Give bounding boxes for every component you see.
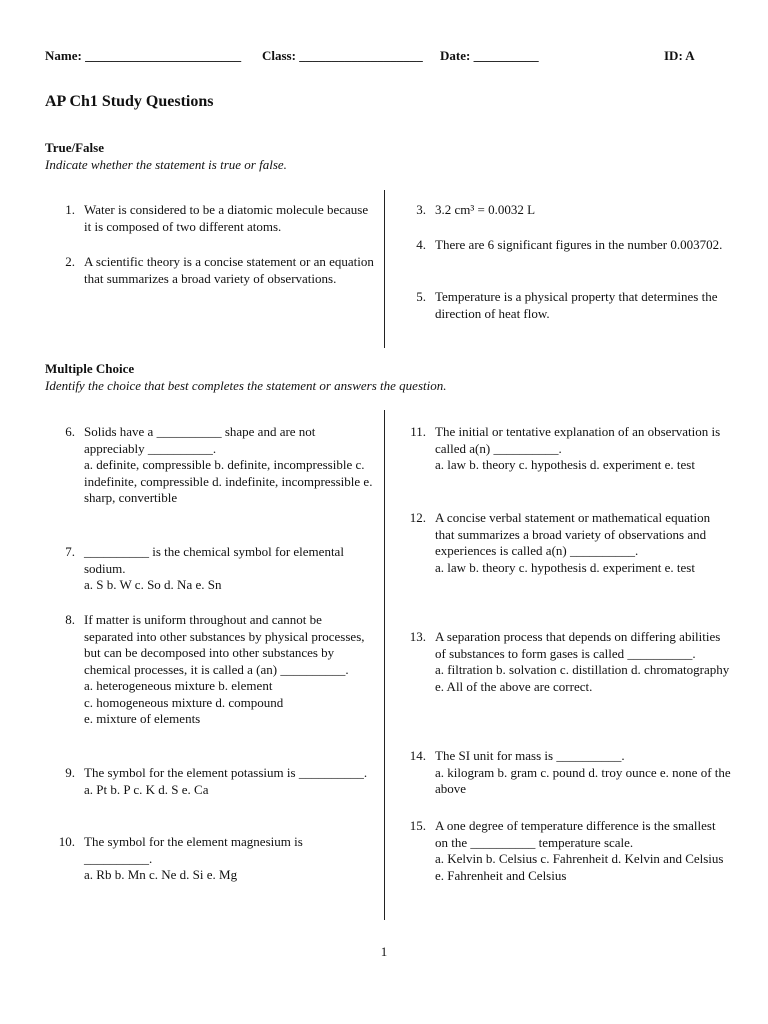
question-number: 11. <box>410 424 426 439</box>
answer-choices: e. mixture of elements <box>84 711 201 726</box>
question-text: The initial or tentative explanation of an observation is called a(n) __________. <box>435 424 721 456</box>
date-field-label: Date: __________ <box>440 48 539 63</box>
question-number: 13. <box>409 629 426 644</box>
question-number: 6. <box>65 424 75 439</box>
question-number: 4. <box>416 237 426 252</box>
answer-choices: c. homogeneous mixture d. compound <box>84 694 284 710</box>
question-number: 5. <box>416 289 426 304</box>
question-number: 1. <box>65 202 75 217</box>
question-number: 14. <box>409 748 426 763</box>
answer-choices: a. S b. W c. So d. Na e. Sn <box>84 577 222 592</box>
question-text: A one degree of temperature difference is the smallest on the __________ temperature scale. <box>435 818 716 850</box>
question-text: Temperature is a physical property that determines the direction of heat flow. <box>435 289 718 321</box>
answer-choices: a. filtration b. solvation c. distillation d. chromatography e. All of the above are correct. <box>435 662 730 694</box>
question-text: Water is considered to be a diatomic molecule because it is composed of two different atoms. <box>84 202 369 234</box>
column-divider <box>384 190 385 348</box>
question-text: A scientific theory is a concise statement or an equation that summarizes a broad variety of observations. <box>84 254 374 286</box>
question-text: 3.2 cm³ = 0.0032 L <box>435 202 536 217</box>
answer-choices: a. law b. theory c. hypothesis d. experiment e. test <box>435 457 695 472</box>
answer-choices: a. kilogram b. gram c. pound d. troy ounce e. none of the above <box>435 764 731 796</box>
question-text: __________ is the chemical symbol for elemental sodium. <box>84 544 344 576</box>
question-text: A concise verbal statement or mathematical equation that summarizes a broad variety of observations and experiences is called a(n) __________. <box>435 510 711 558</box>
question-number: 9. <box>65 765 75 780</box>
page-title: AP Ch1 Study Questions <box>45 93 214 110</box>
id-label: ID: A <box>664 48 695 63</box>
question-number: 8. <box>65 612 75 627</box>
question-text: There are 6 significant figures in the number 0.003702. <box>435 237 723 252</box>
multiple-choice-instruction: Identify the choice that best completes the statement or answers the question. <box>45 378 447 393</box>
answer-choices: a. Pt b. P c. K d. S e. Ca <box>84 781 209 797</box>
question-number: 15. <box>409 818 426 833</box>
question-number: 12. <box>409 510 426 525</box>
true-false-instruction: Indicate whether the statement is true or false. <box>45 157 287 172</box>
true-false-heading: True/False <box>45 140 104 155</box>
question-text: If matter is uniform throughout and cannot be separated into other substances by physical processes, but can be decomposed into other substances by chemical processes, it is called a (an) __________. <box>84 612 365 677</box>
answer-choices: a. heterogeneous mixture b. element <box>84 678 273 693</box>
page-number: 1 <box>380 944 388 959</box>
answer-choices: a. Rb b. Mn c. Ne d. Si e. Mg <box>84 867 238 882</box>
question-text: Solids have a __________ shape and are not appreciably __________. <box>84 424 316 456</box>
class-field-label: Class: ___________________ <box>262 48 423 63</box>
question-text: A separation process that depends on differing abilities of substances to form gases is called __________. <box>435 629 721 661</box>
column-divider <box>384 410 385 920</box>
question-number: 10. <box>58 834 75 849</box>
question-number: 2. <box>65 254 75 269</box>
answer-choices: a. definite, compressible b. definite, incompressible c. indefinite, compressible d. indefinite, incompressible e. sharp, convertible <box>84 457 373 505</box>
answer-choices: a. law b. theory c. hypothesis d. experiment e. test <box>435 559 695 575</box>
answer-choices: a. Kelvin b. Celsius c. Fahrenheit d. Kelvin and Celsius e. Fahrenheit and Celsius <box>435 851 724 883</box>
question-text: The symbol for the element magnesium is __________. <box>84 834 303 866</box>
question-text: The SI unit for mass is __________. <box>435 748 625 763</box>
name-field-label: Name: ________________________ <box>45 48 242 63</box>
question-text: The symbol for the element potassium is __________. <box>84 765 368 780</box>
question-number: 7. <box>65 544 75 559</box>
multiple-choice-heading: Multiple Choice <box>45 361 135 376</box>
question-number: 3. <box>416 202 426 217</box>
